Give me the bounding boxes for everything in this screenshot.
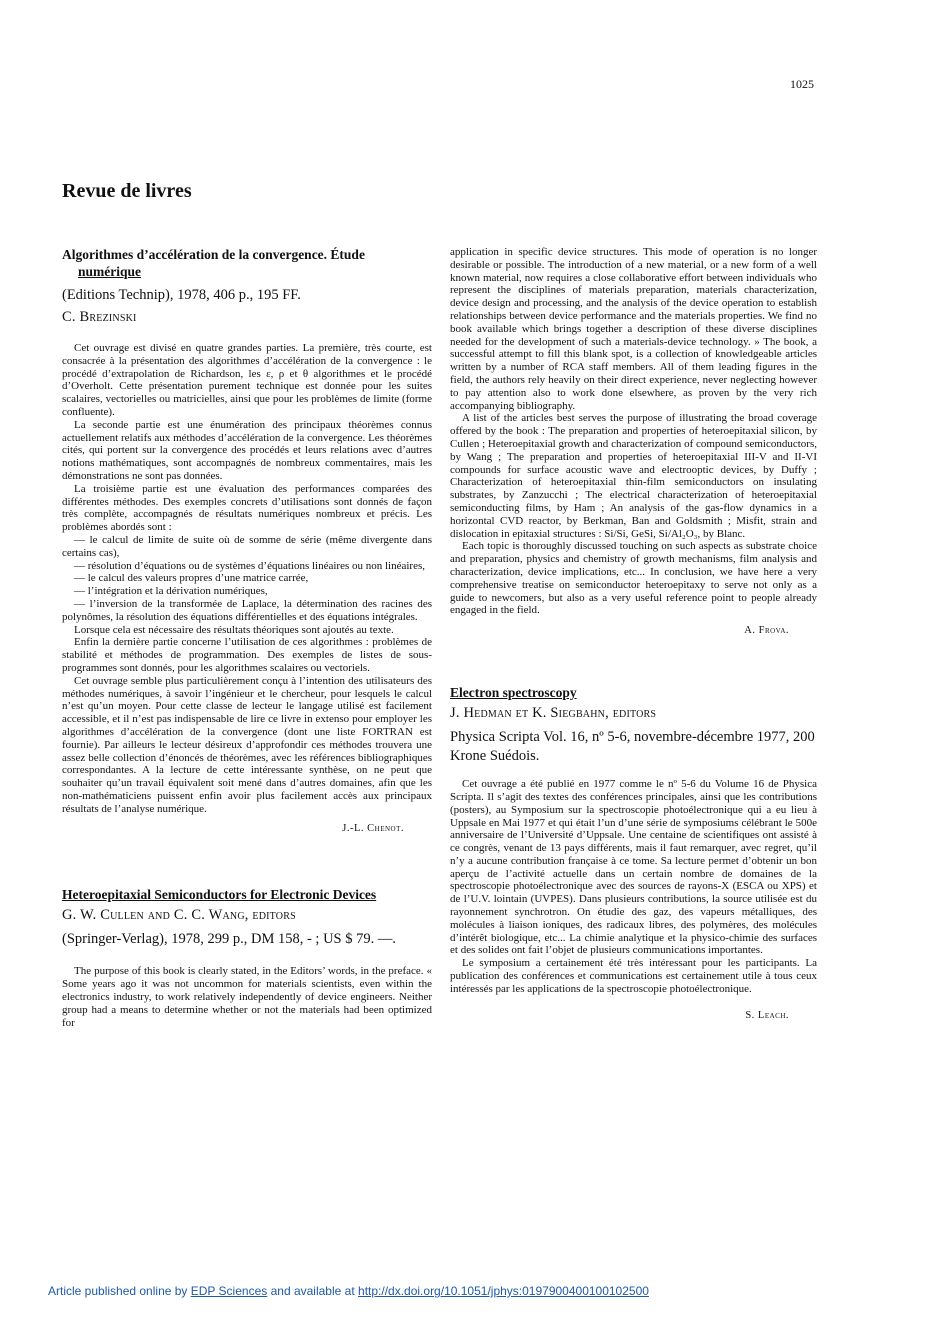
paragraph: The purpose of this book is clearly stated, in the Editors’ words, in the preface. « Some years ago it was not uncommon for materials scientists, even within the electronics industry, to work relatively independently of device engineers. Neither group had a means to determine whether or not the materials had been optimized for (62, 965, 432, 1029)
footer (48, 1284, 649, 1298)
list-item: — le calcul des valeurs propres d’une matrice carrée, (74, 572, 309, 585)
publisher-link[interactable]: EDP Sciences (190, 1284, 268, 1298)
review-publisher: (Editions Technip), 1978, 406 p., 195 FF. (62, 287, 301, 303)
review-title (62, 246, 432, 280)
review-electron-spectroscopy (450, 684, 817, 1021)
list-item: — le calcul de limite de suite où de somme de série (même divergente dans certains cas), (62, 533, 432, 559)
review-title (450, 684, 817, 701)
paragraph: application in specific device structures. This mode of operation is no longer desirable or possible. The introduction of a new material, or a new form of a well known material, now requires a close collaborative effort between individuals who represent the disciplines of materials preparation, materials characterization, device design and processing, and the analysis of the device operation to establish relationships between device performance and the materials properties. We find no book available which brings together a description of these diverse disciplines needed for the development of such a materials-device technology. » The book, a successful attempt to fill this blank spot, is a collection of knowledgeable articles written by a number of RCA staff members. All of them leading figures in the field, the authors rely heavily on their direct experience, never neglecting however to pay attention also to work done elsewhere, as proven by the very rich accompanying bibliography. (450, 246, 817, 412)
page-number: 1025 (790, 77, 814, 91)
paragraph: A list of the articles best serves the purpose of illustrating the broad coverage offered by the book : The preparation and properties of heteroepitaxial silicon, by Cullen ; Heteroepitaxial growth and characterization of compound semiconductors, by Wang ; The preparation and properties of heteroepitaxial III-V and II-VI compounds for surface acoustic wave and electrooptic devices, by Duffy ; Characterization of heteroepitaxial thin-film semiconductors on insulating substrates, by Zanzucchi ; The electrical characterization of heteroepitaxial semiconducting films, by Ham ; An analysis of the gas-flow dynamics in a horizontal CVD reactor, by Berkman, Ban and Goldsmith ; Misfit, strain and dislocation in epitaxial structures : Si/Si, GeSi, Si/Al₂O₃, by Blanc. (450, 412, 817, 540)
review-author: C. Brezinski (62, 309, 137, 325)
review-publisher: (Springer-Verlag), 1978, 299 p., DM 158, - ; US $ 79. —. (62, 931, 396, 948)
review-title-line2: numérique (78, 264, 142, 279)
review-author: J. Hedman et K. Siegbahn, editors (450, 705, 657, 722)
paragraph: Cet ouvrage semble plus particulièrement conçu à l’intention des utilisateurs des méthodes numériques, à savoir l’ingénieur et le chercheur, pour lesquels le calcul n’est qu’un moyen. Pour cette classe de lecteur le langage utilisé est facilement accessible, et il n’est pas indispensable de lire ce livre in extenso pour employer les algorithmes d’accélération de la convergence (dont une liste FORTRAN est fournie). Par ailleurs le lecteur désireux d’approfondir ces méthodes trouvera une assez belle collection d’énoncés de théorèmes, avec les références bibliographiques correspondantes. A la lecture de cette intéressante synthèse, on ne peut que souhaiter qu’un travail équivalent soit mené dans d’autres domaines, afin que les non-mathématiciens puissent enfin avoir plus facilement accès aux principaux résultats de l’analyse numérique. (62, 674, 432, 815)
paragraph: Cet ouvrage a été publié en 1977 comme le nº 5-6 du Volume 16 de Physica Scripta. Il s’agit des textes des conférences principales, ainsi que les contributions (posters), au Symposium sur la spectroscopie photoélectronique qui a eu lieu à Uppsale en Mai 1977 et qui était l’un d’une série de symposiums célébrant le 500e anniversaire de l’Université d’Uppsale. Une centaine de scientifiques ont assisté à ce congrès, venant de 13 pays différents, mais il faut remarquer, avec regret, qu’il n’y a aucune contribution française à ce tome. Sa lecture permet d’obtenir un bon aperçu de l’activité actuelle dans un certain nombre de domaines de la spectroscopie photoélectronique avec des sources de rayons-X (ESCA ou XPS) et de l’U.V. lointain (UVPES). Dans plusieurs contributions, la source utilisée est du rayonnement synchrotron. On étudie des gaz, des vapeurs métalliques, des molécules à liaison ioniques, des radicaux libres, des polymères, des molécules d’intérêt biologique, etc... La chimie analytique et la physico-chimie des surfaces et des solides ont fait l’objet de plusieurs communications importantes. (450, 778, 817, 957)
left-column (62, 246, 432, 1029)
list-item: — l’intégration et la dérivation numériques, (74, 585, 268, 598)
review-signature: J.-L. Chenot. (342, 823, 404, 835)
paragraph: La troisième partie est une évaluation des performances comparées des différentes méthodes. Des exemples concrets d’utilisations sont donnés de façon très complète, accompagnés de résultats numériques nombreux et précis. Les problèmes abordés sont : (62, 482, 432, 534)
review-title (62, 886, 432, 903)
review-heteroepitaxial-left (62, 886, 432, 1029)
doi-link[interactable]: http://dx.doi.org/10.1051/jphys:0197900400100102500 (358, 1284, 649, 1298)
paragraph: Each topic is thoroughly discussed touching on such aspects as substrate choice and preparation, physics and chemistry of growth mechanisms, film analysis and characterization, device implications, etc... In conclusion, we have here a very comprehensive treatise on semiconductor heteroepitaxy to serve not only as a guide to newcomers, but also as a very useful reference point to people already engaged in the field. (450, 540, 817, 617)
review-body-continued (450, 246, 817, 617)
review-signature: S. Leach. (745, 1009, 789, 1021)
footer-middle: and available at (270, 1284, 355, 1298)
review-author: G. W. Cullen and C. C. Wang, editors (62, 907, 296, 924)
review-title-text: Heteroepitaxial Semiconductors for Electronic Devices (62, 887, 377, 903)
review-body (62, 965, 432, 1029)
footer-prefix: Article published online by (48, 1284, 188, 1298)
paragraph: Enfin la dernière partie concerne l’utilisation de ces algorithmes : problèmes de stabilité et méthodes de programmation. Des exemples de listes de sous-programmes sont donnés, pour les algorithmes scalaires ou vectoriels. (62, 636, 432, 674)
right-column (450, 246, 817, 1021)
review-title-line1: Algorithmes d’accélération de la convergence. Étude (62, 247, 365, 262)
paragraph: La seconde partie est une énumération des principaux théorèmes connus actuellement relatifs aux méthodes d’accélération de la convergence. Les théorèmes cités, qui portent sur la convergence des procédés et leurs relations avec d’autres notions mathématiques, sont accompagnés de nombreux commentaires, mais les démonstrations ne sont pas données. (62, 418, 432, 482)
review-body (62, 342, 432, 815)
paragraph: Lorsque cela est nécessaire des résultats théoriques sont ajoutés au texte. (74, 623, 394, 636)
paragraph: Le symposium a certainement été très intéressant pour les participants. La publication des conférences et communications est certainement utile à tous ceux intéressés par les applications de la spectroscopie photoélectronique. (450, 957, 817, 995)
review-algorithmes (62, 246, 432, 834)
list-item: — résolution d’équations ou de systèmes d’équations linéaires ou non linéaires, (74, 559, 426, 572)
section-title: Revue de livres (62, 180, 192, 202)
review-signature: A. Frova. (744, 625, 789, 637)
review-body (450, 778, 817, 996)
review-publisher: Physica Scripta Vol. 16, nº 5-6, novembre-décembre 1977, 200 Krone Suédois. (450, 729, 815, 765)
review-title-text: Electron spectroscopy (450, 685, 577, 701)
list-item: — l’inversion de la transformée de Laplace, la détermination des racines des polynômes, la résolution des équations différentielles et des équations intégrales. (62, 597, 432, 623)
paragraph: Cet ouvrage est divisé en quatre grandes parties. La première, très courte, est consacrée à la présentation des algorithmes d’accélération de la convergence : le procédé d’extrapolation de Richardson, les ε, ρ et θ algorithmes et le procédé d’Overholt. Cette présentation purement technique est donnée pour les suites scalaires, vectorielles ou matricielles, ainsi que pour les problèmes de limite (forme confluente). (62, 342, 432, 418)
